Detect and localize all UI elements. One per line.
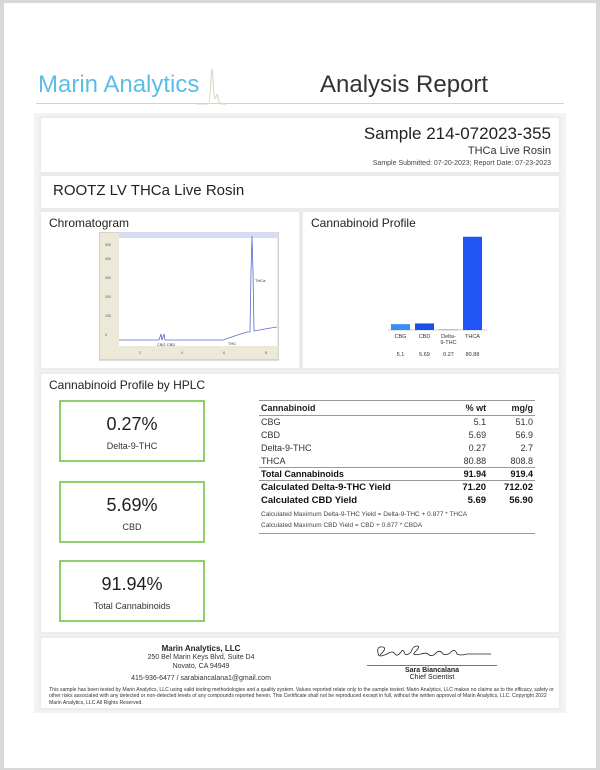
cell-mg: 56.9 <box>515 430 533 440</box>
formula-note: Calculated Maximum CBD Yield = CBD + 0.877 * CBDA <box>259 520 535 534</box>
stat-card-cbd <box>59 481 205 543</box>
cell-name: CBG <box>261 417 281 428</box>
cell-pct: 91.94 <box>449 468 488 481</box>
company-contact: 415-936-6477 / sarabiancalana1@gmail.com <box>131 675 271 682</box>
signature-image <box>367 642 497 660</box>
sample-id: Sample 214-072023-355 <box>363 124 551 143</box>
hplc-panel <box>40 373 560 633</box>
peak-label-cbg-cbd: CBG CBD <box>157 342 176 347</box>
sample-dates: Sample Submitted: 07-20-2023; Report Date: 07-23-2023 <box>372 160 551 167</box>
product-panel <box>40 175 560 209</box>
value-label: 80.88 <box>465 352 480 358</box>
company-address-line1: 250 Bel Marin Keys Blvd, Suite D4 <box>147 654 255 661</box>
cell-name: CBD <box>261 430 281 440</box>
x-tick: 2 <box>139 351 141 355</box>
sample-type: THCa Live Rosin <box>467 145 551 157</box>
disclaimer-text: This sample has been tested by Marin Analytics, LLC using valid testing methodologies and a quality system. Values reported relate only to the sample tested. Marin Analytics, LLC makes no claims as to the efficacy, safety or other risks associated with any detected or non-detected levels of any compounds reported herein. This Certificate shall not be reproduced except in full, without the written approval of Marin Analytics, LLC. Copyright 2022 Marin Analytics, LLC All Rights Reserved. <box>49 687 554 706</box>
cell-mg: 51.0 <box>515 417 533 428</box>
peak-label-thca: THCa <box>255 278 266 283</box>
table-header-row <box>259 401 535 416</box>
table-calc-row <box>259 494 535 507</box>
cell-name: Delta-9-THC <box>261 443 312 453</box>
x-tick: 6 <box>223 351 225 355</box>
cell-pct: 5.69 <box>467 495 487 506</box>
value-label: 5.69 <box>419 352 430 358</box>
stat-card-total-cannabinoids <box>59 560 205 622</box>
y-tick: 200 <box>105 295 111 299</box>
report-page <box>4 3 596 768</box>
signature-block <box>367 642 497 681</box>
header-divider <box>36 103 564 104</box>
stat-label: Total Cannabinoids <box>93 601 171 611</box>
company-name: Marin Analytics, LLC <box>161 644 241 653</box>
cell-name: Total Cannabinoids <box>259 468 449 481</box>
category-label: Delta- <box>441 334 456 340</box>
chromatogram-peak-logo <box>196 59 226 105</box>
category-label: 9-THC <box>440 340 457 346</box>
chromatogram-plot <box>99 232 279 362</box>
product-name: ROOTZ LV THCa Live Rosin <box>53 182 245 199</box>
stat-value: 0.27% <box>106 414 158 434</box>
category-label: CBD <box>418 334 431 340</box>
cannabinoid-bar-chart <box>303 228 561 368</box>
company-address-line2: Novato, CA 94949 <box>172 663 230 670</box>
signature-line <box>367 665 497 666</box>
cell-mg: 2.7 <box>520 443 533 453</box>
cell-pct: 5.1 <box>473 417 487 428</box>
table-row <box>259 416 535 429</box>
cell-name: Calculated CBD Yield <box>261 495 358 506</box>
category-label: THCA <box>465 334 480 340</box>
signer-role: Chief Scientist <box>409 674 455 681</box>
report-title: Analysis Report <box>320 71 489 98</box>
cell-mg: 808.8 <box>510 455 533 466</box>
chromatogram-panel <box>40 211 300 369</box>
sample-info-panel <box>40 117 560 173</box>
stat-label: CBD <box>122 522 142 532</box>
value-label: 5.1 <box>396 352 405 358</box>
peak-label-thc: THC <box>228 341 237 346</box>
bar-cbd <box>415 323 434 330</box>
column-header-cannabinoid: Cannabinoid <box>259 401 449 416</box>
cell-pct: 0.27 <box>468 443 487 453</box>
cell-mg: 919.4 <box>488 468 535 481</box>
chart-title: Cannabinoid Profile <box>311 216 416 230</box>
table-calc-row <box>259 481 535 495</box>
y-tick: 300 <box>105 276 111 280</box>
cell-mg: 712.02 <box>503 482 533 493</box>
signer-name: Sara Biancalana <box>404 667 460 674</box>
y-tick: 0 <box>105 333 107 337</box>
cell-pct: 80.88 <box>463 455 487 466</box>
bar-cbg <box>391 324 410 330</box>
chromatogram-title: Chromatogram <box>49 216 130 230</box>
cannabinoid-profile-panel <box>302 211 560 369</box>
table-row <box>259 429 535 442</box>
cell-name: Calculated Delta-9-THC Yield <box>261 482 391 493</box>
stat-value: 5.69% <box>106 495 158 515</box>
brand-logo-text: Marin Analytics <box>38 71 200 98</box>
table-note-row <box>259 520 535 534</box>
hplc-title: Cannabinoid Profile by HPLC <box>49 378 206 392</box>
company-info <box>121 644 281 682</box>
cell-name: THCA <box>261 455 286 466</box>
stat-label: Delta-9-THC <box>106 441 158 451</box>
table-row <box>259 455 535 468</box>
chromatogram-header-strip <box>119 232 277 238</box>
footer-panel <box>40 637 560 709</box>
column-header-pct-wt: % wt <box>449 401 488 416</box>
stat-card-delta9-thc <box>59 400 205 462</box>
formula-note: Calculated Maximum Delta-9-THC Yield = Delta-9-THC + 0.877 * THCA <box>261 510 468 518</box>
y-tick: 400 <box>105 257 111 261</box>
x-tick: 8 <box>265 351 267 355</box>
results-table <box>259 400 535 534</box>
stat-value: 91.94% <box>101 574 163 594</box>
y-tick: 100 <box>105 314 111 318</box>
value-label: 0.27 <box>443 352 454 358</box>
cell-pct: 5.69 <box>468 430 487 440</box>
cell-pct: 71.20 <box>462 482 487 493</box>
x-tick: 4 <box>181 351 183 355</box>
table-total-row <box>259 468 535 481</box>
cell-mg: 56.90 <box>509 495 533 506</box>
y-tick: 500 <box>105 243 111 247</box>
bar-thca <box>463 237 482 330</box>
category-label: CBG <box>394 334 407 340</box>
table-note-row <box>259 507 535 520</box>
table-row <box>259 442 535 455</box>
column-header-mg-g: mg/g <box>488 401 535 416</box>
